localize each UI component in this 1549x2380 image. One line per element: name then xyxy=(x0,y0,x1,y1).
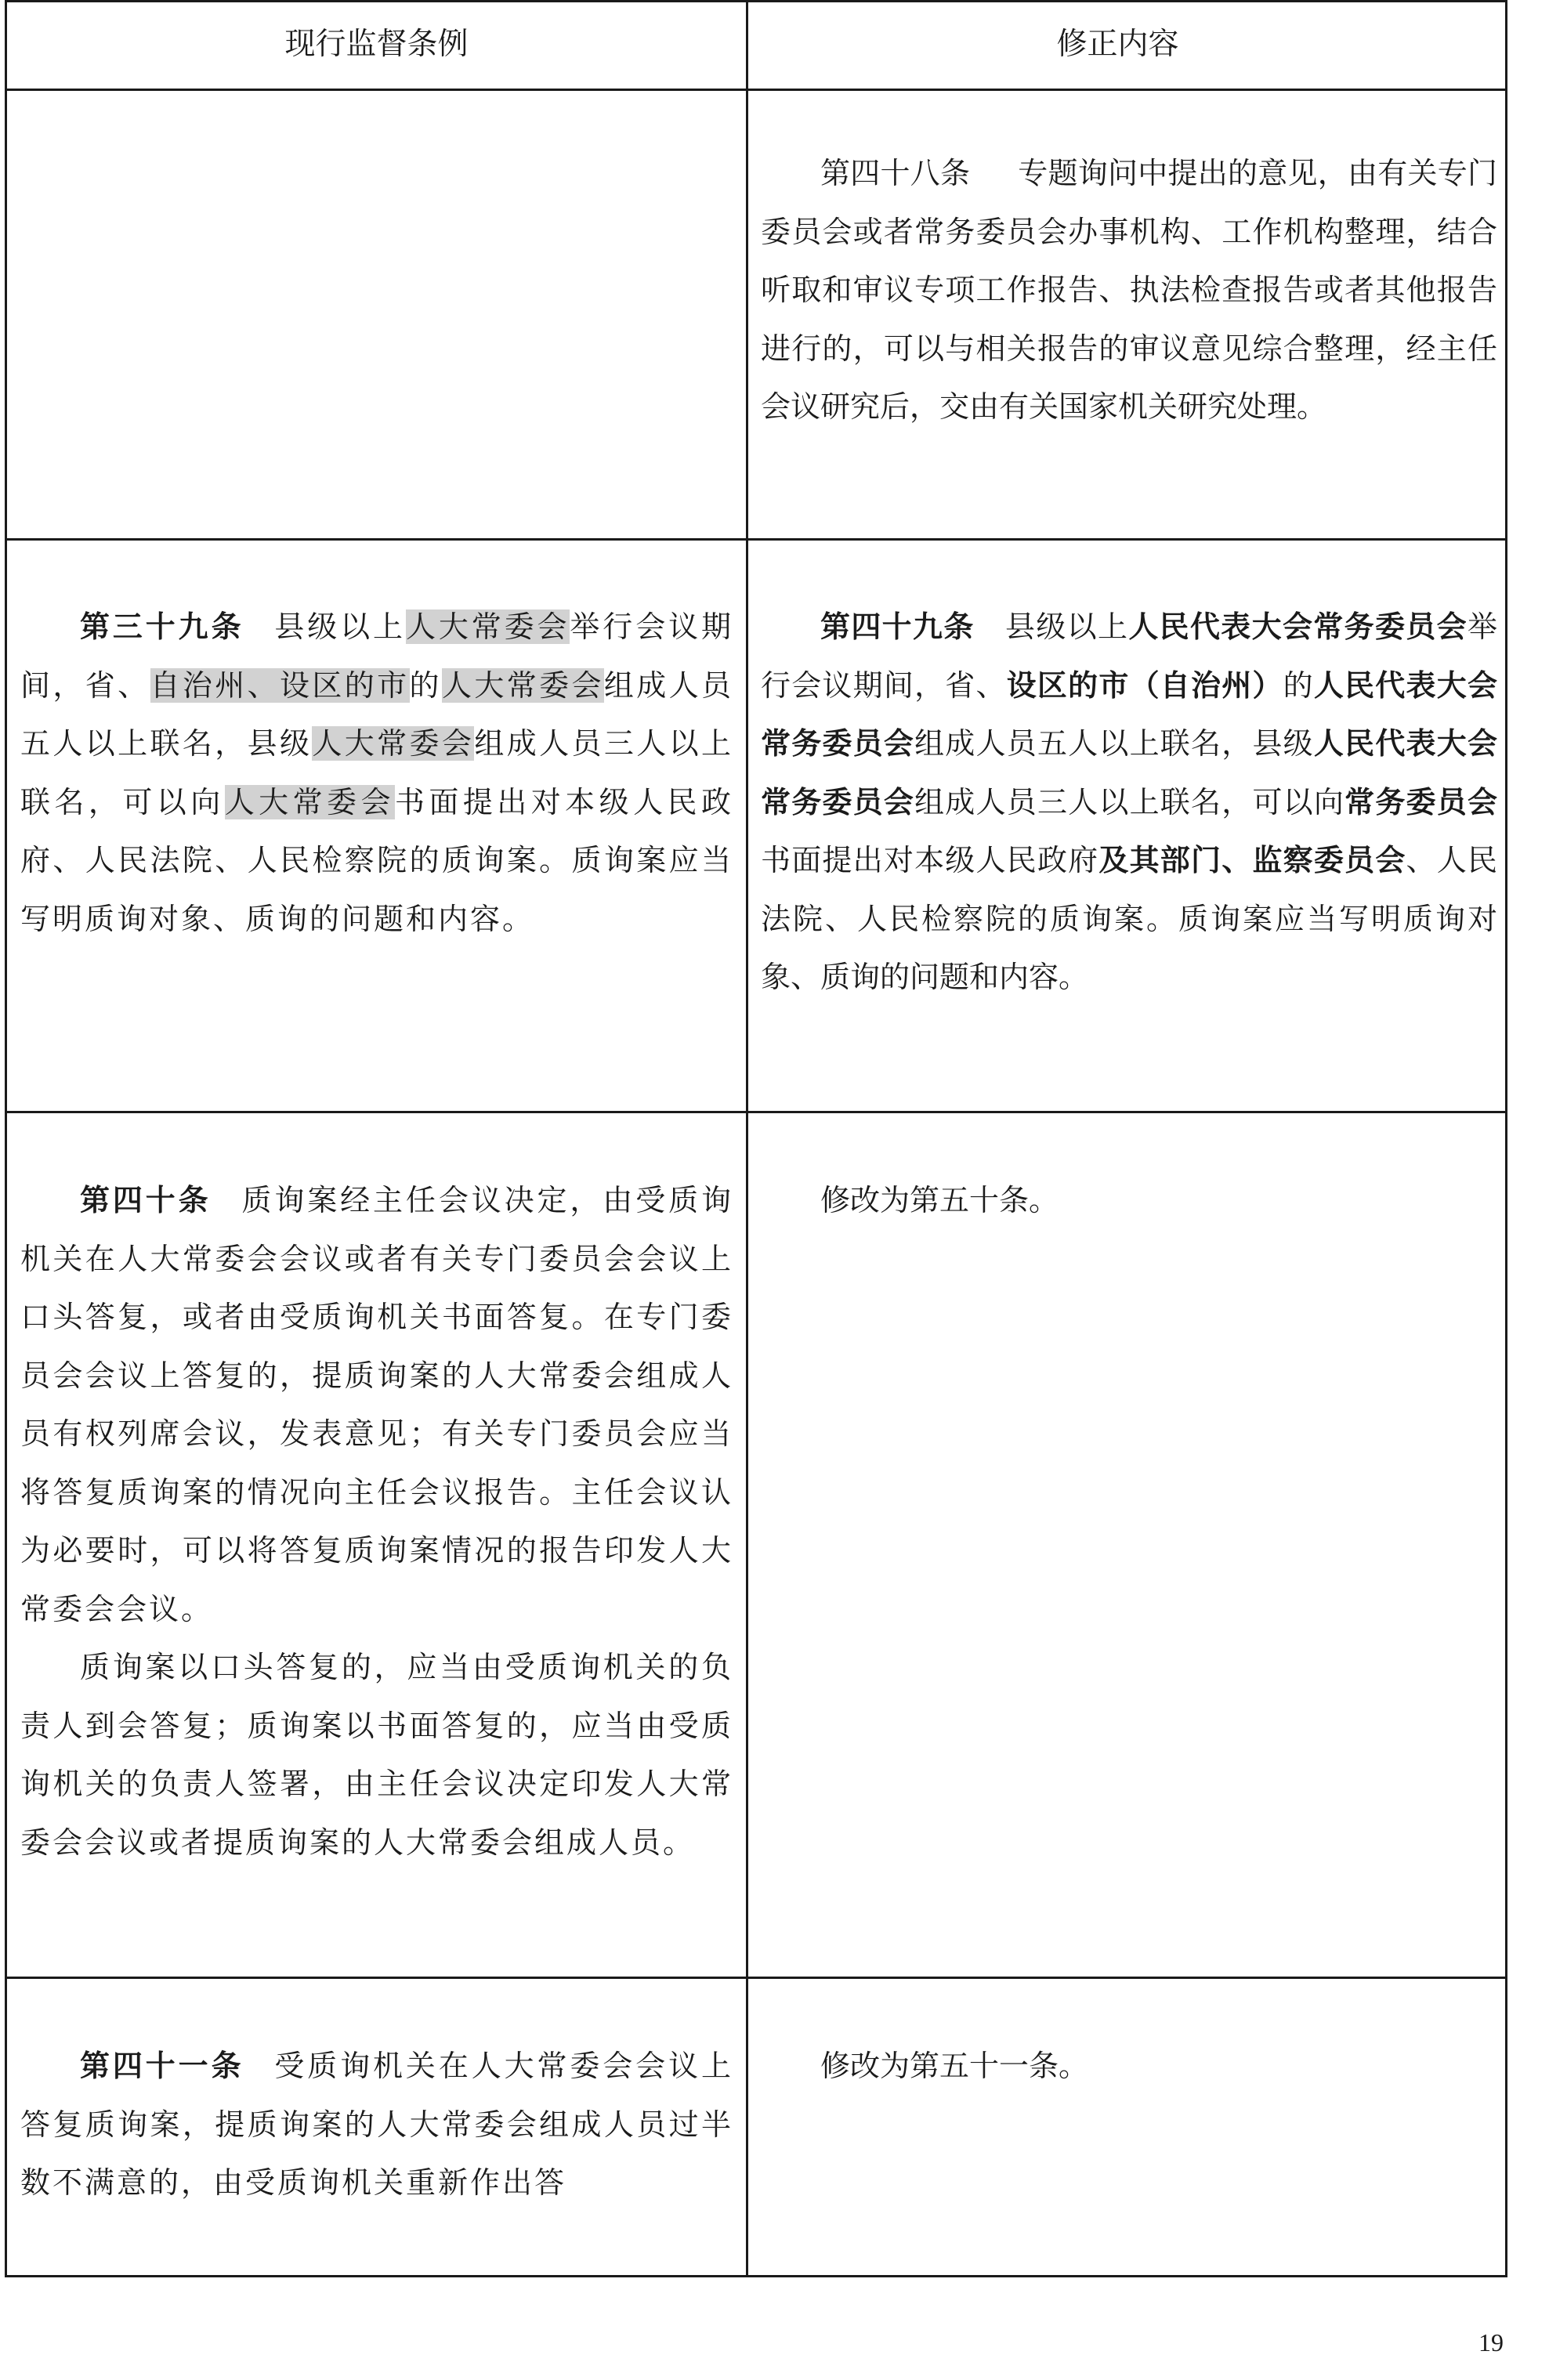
row4-right-cell xyxy=(761,2037,1497,2096)
highlighted-text: 人大常委会 xyxy=(441,667,604,703)
text-run: 组成人员五人以上联名，县级 xyxy=(20,667,733,761)
article-title: 第四十八条 xyxy=(820,156,971,190)
amended-text: 人民代表大会常务委员会 xyxy=(761,667,1497,761)
row2-left-cell xyxy=(20,598,733,948)
header-current-regulation: 现行监督条例 xyxy=(284,27,469,62)
text-run: 县级以上 xyxy=(273,609,406,644)
text-run: 书面提出对本级人民政府、人民法院、人民检察院的质询案。质询案应当写明质询对象、质询的问题和内容。 xyxy=(20,784,733,936)
article-paragraph: 质询案以口头答复的，应当由受质询机关的负责人到会答复；质询案以书面答复的，应当由受质询机关的负责人签署，由主任会议决定印发人大常委会会议或者提质询案的人大常委会组成人员。 xyxy=(20,1650,733,1860)
amendment-table xyxy=(5,0,1507,2277)
text-run: 组成人员三人以上联名，可以向 xyxy=(20,726,733,819)
text-run: 县级以上 xyxy=(1004,609,1129,644)
page-number: 19 xyxy=(1478,2328,1504,2356)
amendment-note: 修改为第五十条。 xyxy=(820,1183,1059,1217)
column-divider xyxy=(746,2,748,2275)
row3-right-cell xyxy=(761,1171,1497,1230)
article-title: 第三十九条 xyxy=(80,609,244,644)
row4-left-cell xyxy=(20,2037,733,2212)
amended-text: 设区的市（自治州） xyxy=(1006,667,1283,703)
highlighted-text: 人大常委会 xyxy=(224,784,395,819)
article-text: 专题询问中提出的意见，由有关专门委员会或者常务委员会办事机构、工作机构整理，结合听取和审议专项工作报告、执法检查报告或者其他报告进行的，可以与相关报告的审议意见综合整理，经主任会议研究后，交由有关国家机关研究处理。 xyxy=(761,156,1497,424)
header-amendment: 修正内容 xyxy=(1056,27,1179,62)
row3-left-cell xyxy=(20,1171,733,1872)
row2-right-cell xyxy=(761,598,1497,1007)
amended-text: 及其部门、监察委员会 xyxy=(1098,843,1406,877)
text-run: 举行会议期间，省、 xyxy=(20,609,733,703)
text-run: 、人民法院、人民检察院的质询案。质询案应当写明质询对象、质询的问题和内容。 xyxy=(761,843,1497,994)
highlighted-text: 自治州、设区的市 xyxy=(150,667,410,703)
text-run: 举行会议期间，省、 xyxy=(761,609,1497,703)
article-text: 质询案经主任会议决定，由受质询机关在人大常委会会议或者有关专门委员会会议上口头答复，或者由受质询机关书面答复。在专门委员会会议上答复的，提质询案的人大常委会组成人员有权列席会议，发表意见；有关专门委员会应当将答复质询案的情况向主任会议报告。主任会议认为必要时，可以将答复质询案情况的报告印发人大常委会会议。 xyxy=(20,1183,733,1626)
article-title: 第四十条 xyxy=(80,1183,212,1217)
text-run: 书面提出对本级人民政府 xyxy=(761,843,1099,877)
text-run: 组成人员三人以上联名，可以向 xyxy=(914,784,1345,819)
article-title: 第四十一条 xyxy=(80,2049,244,2083)
article-title: 第四十九条 xyxy=(820,609,975,644)
article-text: 受质询机关在人大常委会会议上答复质询案，提质询案的人大常委会组成人员过半数不满意的，由受质询机关重新作出答 xyxy=(20,2049,733,2200)
text-run: 的 xyxy=(409,667,442,703)
amendment-note: 修改为第五十一条。 xyxy=(820,2049,1089,2083)
row-rule xyxy=(7,1977,1505,1979)
text-run: 组成人员五人以上联名，县级 xyxy=(914,726,1314,761)
row-rule xyxy=(7,1111,1505,1113)
highlighted-text: 人大常委会 xyxy=(312,726,475,761)
text-run: 的 xyxy=(1283,667,1314,703)
amended-text: 人民代表大会常务委员会 xyxy=(1128,609,1468,644)
row-rule xyxy=(7,538,1505,541)
amended-text: 人民代表大会常务委员会 xyxy=(761,726,1497,819)
header-rule xyxy=(7,89,1505,91)
amended-text: 常务委员会 xyxy=(1345,784,1497,819)
row1-right-cell xyxy=(761,144,1497,436)
highlighted-text: 人大常委会 xyxy=(405,609,570,644)
